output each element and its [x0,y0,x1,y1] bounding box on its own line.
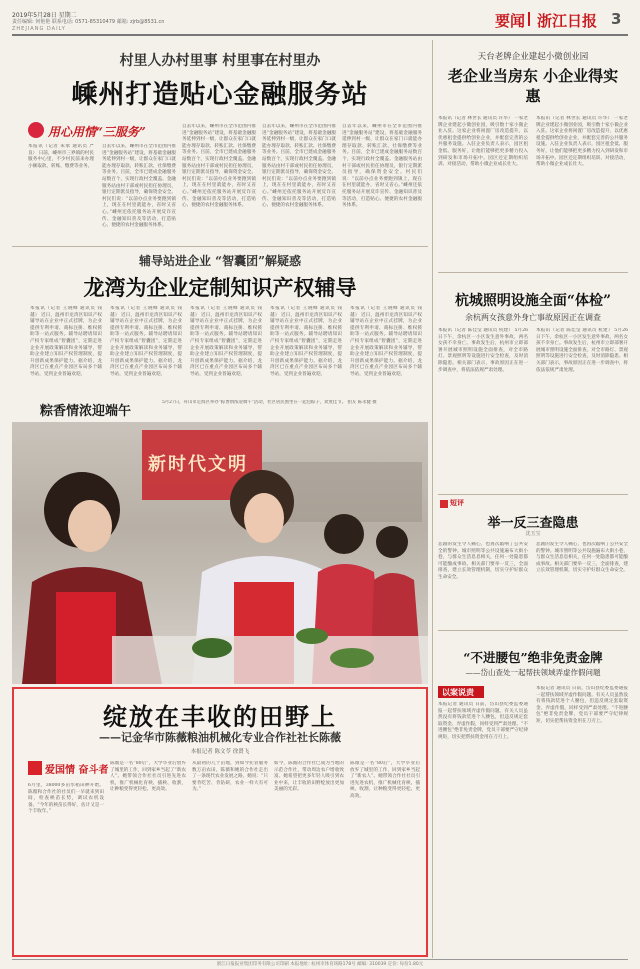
masthead-divider [528,12,530,26]
body-col-1: 本报讯（记者 陈佳莹 通讯员 杭建） 5月26日下午，余杭区一小区发生意外事故，两名女孩不幸身亡。事故发生后，杭州市立即部署开展城市照明设施全面排查，对全市路灯、景观照明等设施进行安全检查，及时消除隐患。相关部门表示，事故原因正在进一步调查中，将依法依规严肃处理。 [438,328,528,373]
subhead: ——岱山查处一起帮扶领域弄虚作假问题 [465,668,601,677]
date-line: 2019年5月28日 星期二 [12,12,77,19]
kicker: 辅导站进企业 “智囊团”解疑惑 [139,254,301,268]
article-hangzhou-lighting [438,276,628,496]
body-col-1: 本报讯（记者 林世长 通讯员 许华） 一家老牌企业建起小微创业园，吸引数十家小微企业入驻。这家企业将闲置厂房改造提升，以优惠租金提供给创业企业，并配套完善的公共服务设施。入驻企业负责人表示，园区租金低、服务好，让他们能够把更多精力投入到研发和市场开拓中。园区还定期组织培训、对接活动，帮助小微企业成长壮大。 [438,116,528,168]
headline: 龙湾为企业定制知识产权辅导 [83,275,357,300]
masthead [0,0,640,36]
feature-column-logo [28,759,109,779]
photo-title: 粽香情浓迎端午 [40,404,132,419]
feature-byline: 本报记者 陈文苓 徐贤飞 [190,749,250,755]
article-shengzhou [12,40,428,245]
header-rule [12,34,628,36]
commentary-label-text: 短评 [450,498,464,507]
headline: 杭城照明设施全面“体检” [454,293,612,309]
body-col-2: 本报讯（记者 王晓峰 通讯员 钱越） 近日，温州市龙湾区知识产权辅导站在企业中正式挂牌，为企业提供专利申请、商标注册、维权援助等一站式服务。辅导站聘请知识产权专家组成“智囊团”，定期走进企业开展政策解读和业务辅导，帮助企业建立知识产权管理制度，提升创新成果保护能力。据介绍，龙湾区已在重点产业园区布局多个辅导站，受到企业普遍欢迎。 [110,306,182,377]
kicker: 村里人办村里事 村里事在村里办 [119,53,321,69]
headline: “不进腰包”绝非免责金牌 [463,650,603,665]
author: 沈玉宝 [525,531,541,537]
case-label-text: 以案说责 [442,687,474,697]
feature-article [12,687,428,957]
feature-col-1: 6月里，38000多亩水稻田种开始。陈薇和合作社的社员们一早就来到田间，检查秧苗长势，调试农机设备。“今年的秧苗长得好，估计又是一个丰收年。” [28,783,104,815]
body-col-3: 本报讯（记者 王晓峰 通讯员 钱越） 近日，温州市龙湾区知识产权辅导站在企业中正式挂牌，为企业提供专利申请、商标注册、维权援助等一站式服务。辅导站聘请知识产权专家组成“智囊团”，定期走进企业开展政策解读和业务辅导，帮助企业建立知识产权管理制度，提升创新成果保护能力。据介绍，龙湾区已在重点产业园区布局多个辅导站，受到企业普遍欢迎。 [190,306,262,377]
kicker: 天台老牌企业建起小微创业园 [477,52,589,62]
body-col-5: 本报讯（记者 王晓峰 通讯员 钱越） 近日，温州市龙湾区知识产权辅导站在企业中正式挂牌，为企业提供专利申请、商标注册、维权援助等一站式服务。辅导站聘请知识产权专家组成“智囊团”，定期走进企业开展政策解读和业务辅导，帮助企业建立知识产权管理制度，提升创新成果保护能力。据介绍，龙湾区已在重点产业园区布局多个辅导站，受到企业普遍欢迎。 [350,306,422,377]
editors-line: 责任编辑: 何艳艳 联系电话: 0571-85310479 邮箱: zjrb@8531.cn [12,19,165,25]
divider [12,246,428,247]
divider [438,630,628,631]
article-tiantai [438,40,628,270]
feature-col-2: 陈薇是一名“80后”，大学毕业后放弃了城里的工作，回到家乡当起了“新农人”。她带领合作社社员引进先进农机，推广机械化育秧、插秧、收割，让种粮变得更轻松、更高效。 [110,761,186,793]
feature-column-logo-text: 爱国情 奋斗者 [45,765,109,776]
feature-headline: 绽放在丰收的田野上 [103,702,337,731]
headline: 举一反三查隐患 [487,516,579,531]
body-col-1: 悲剧的发生令人痛心，也再次敲响了公共安全的警钟。城市照明等公共设施遍布大街小巷，与群众生活息息相关，任何一处隐患都可能酿成事故。相关部门要举一反三，全面排查，建立长效管理机制，切实守护好群众生命安全。 [438,542,528,580]
star-icon [28,761,42,775]
article-daishan [438,634,628,954]
pen-icon [440,500,448,508]
headline: 嵊州打造贴心金融服务站 [71,80,369,110]
column-logo-text: 用心用情“三服务” [48,125,146,139]
body-col-4: 本报讯（记者 王晓峰 通讯员 钱越） 近日，温州市龙湾区知识产权辅导站在企业中正式挂牌，为企业提供专利申请、商标注册、维权援助等一站式服务。辅导站聘请知识产权专家组成“智囊团”，定期走进企业开展政策解读和业务辅导，帮助企业建立知识产权管理制度，提升创新成果保护能力。据介绍，龙湾区已在重点产业园区布局多个辅导站，受到企业普遍欢迎。 [270,306,342,377]
body-col-2: 自去年以来，嵊州市在全市范围内推进“金融服务站”建设，将基础金融服务延伸到村一级，让群众在家门口就能办理存取款、转账汇款、社保缴费等业务。目前，全市已建成金融服务站数百个，实现行政村全覆盖。金融服务站由村干部或村民担任协理员，银行定期派员指导，确保资金安全。村民们说：“以前办点业务要跑到镇上，现在在村里就能办，省时又省心。”嵊州还依托服务站开展反诈宣传、金融知识普及等活动，打造贴心、便捷的农村金融服务体系。 [182,124,256,209]
body-col-2: 本报记者 通讯员 日前，岱山县纪委监委通报一起帮扶领域弄虚作假问题。有关人员虽然没有将钱款装进个人腰包，但违反规定套取资金、弄虚作假，同样受到严肃处理。“不进腰包”绝非免责金牌，党员干部要严守纪律规矩，切实把帮扶资金用在刀刃上。 [536,686,628,724]
body-col-1: 本报讯（记者 王晓峰 通讯员 钱越） 近日，温州市龙湾区知识产权辅导站在企业中正式挂牌，为企业提供专利申请、商标注册、维权援助等一站式服务。辅导站聘请知识产权专家组成“智囊团”，定期走进企业开展政策解读和业务辅导，帮助企业建立知识产权管理制度，提升创新成果保护能力。据介绍，龙湾区已在重点产业园区布局多个辅导站，受到企业普遍欢迎。 [30,306,102,377]
footer-rule [12,959,628,960]
photo-zongzi [12,422,428,684]
banner-text: 新时代文明 [148,454,248,475]
photo-caption: 5月27日，舟山市定海区举办“粽香情浓迎端午”活动，社区居民围坐在一起包粽子，欢度佳节。 拍友 陈永健 摄 [162,400,377,405]
feature-col-5: 陈薇是一名“80后”，大学毕业后放弃了城里的工作，回到家乡当起了“新农人”。她带领合作社社员引进先进农机，推广机械化育秧、插秧、收割，让种粮变得更轻松、更高效。 [350,761,420,799]
body-col-4: 自去年以来，嵊州市在全市范围内推进“金融服务站”建设，将基础金融服务延伸到村一级，让群众在家门口就能办理存取款、转账汇款、社保缴费等业务。目前，全市已建成金融服务站数百个，实现行政村全覆盖。金融服务站由村干部或村民担任协理员，银行定期派员指导，确保资金安全。村民们说：“以前办点业务要跑到镇上，现在在村里就能办，省时又省心。”嵊州还依托服务站开展反诈宣传、金融知识普及等活动，打造贴心、便捷的农村金融服务体系。 [342,124,422,209]
edition-en: ZHEJIANG DAILY [12,26,66,32]
body-col-2: 本报讯（记者 林世长 通讯员 许华） 一家老牌企业建起小微创业园，吸引数十家小微企业入驻。这家企业将闲置厂房改造提升，以优惠租金提供给创业企业，并配套完善的公共服务设施。入驻企业负责人表示，园区租金低、服务好，让他们能够把更多精力投入到研发和市场开拓中。园区还定期组织培训、对接活动，帮助小微企业成长壮大。 [536,116,628,168]
divider [438,272,628,273]
subhead: 余杭两女孩意外身亡事故原因正在调查 [465,313,601,322]
commentary [438,496,628,628]
feature-col-3: 从最初的几十亩地，到如今托管服务数万亩农田，陈薇和她的合作社走出了一条现代农业发展之路。她说：“只要肯吃苦、肯钻研，农业一样大有可为。” [192,761,268,793]
paper-name: 浙江日报 [537,12,598,30]
body-col-1: 自去年以来，嵊州市在全市范围内推进“金融服务站”建设，将基础金融服务延伸到村一级，让群众在家门口就能办理存取款、转账汇款、社保缴费等业务。目前，全市已建成金融服务站数百个，实现行政村全覆盖。金融服务站由村干部或村民担任协理员，银行定期派员指导，确保资金安全。村民们说：“以前办点业务要跑到镇上，现在在村里就能办，省时又省心。”嵊州还依托服务站开展反诈宣传、金融知识普及等活动，打造贴心、便捷的农村金融服务体系。 [102,144,176,229]
page-number: 3 [611,10,622,28]
feature-subhead: ——记金华市陈薇粮油机械化专业合作社社长陈薇 [99,731,341,744]
footer-text: 浙江日报报业集团印务有限公司印刷 本报地址: 杭州市体育场路178号 邮编: 310039 定价: 每份1.80元 [216,962,424,967]
column-divider [432,40,433,958]
lead-text: 本报讯（记者 朱承 通讯员 严良） 日前，嵊州市三界镇的村民服务中心里，不少村民前来办理小额取款、转账、缴费等业务。 [28,144,94,169]
headline-line: 老企业当房东 小企业得实惠 [447,67,619,105]
body-col-3: 自去年以来，嵊州市在全市范围内推进“金融服务站”建设，将基础金融服务延伸到村一级，让群众在家门口就能办理存取款、转账汇款、社保缴费等业务。目前，全市已建成金融服务站数百个，实现行政村全覆盖。金融服务站由村干部或村民担任协理员，银行定期派员指导，确保资金安全。村民们说：“以前办点业务要跑到镇上，现在在村里就能办，省时又省心。”嵊州还依托服务站开展反诈宣传、金融知识普及等活动，打造贴心、便捷的农村金融服务体系。 [262,124,336,209]
body-col-1: 本报记者 通讯员 日前，岱山县纪委监委通报一起帮扶领域弄虚作假问题。有关人员虽然没有将钱款装进个人腰包，但违反规定套取资金、弄虚作假，同样受到严肃处理。“不进腰包”绝非免责金牌，党员干部要严守纪律规矩，切实把帮扶资金用在刀刃上。 [438,702,528,740]
article-longwan [12,250,428,390]
section-label: 要闻 [495,12,526,30]
heart-icon [28,122,44,138]
body-col-2: 悲剧的发生令人痛心，也再次敲响了公共安全的警钟。城市照明等公共设施遍布大街小巷，与群众生活息息相关，任何一处隐患都可能酿成事故。相关部门要举一反三，全面排查，建立长效管理机制，切实守护好群众生命安全。 [536,542,628,574]
body-col-2: 本报讯（记者 陈佳莹 通讯员 杭建） 5月26日下午，余杭区一小区发生意外事故，两名女孩不幸身亡。事故发生后，杭州市立即部署开展城市照明设施全面排查，对全市路灯、景观照明等设施进行安全检查，及时消除隐患。相关部门表示，事故原因正在进一步调查中，将依法依规严肃处理。 [536,328,628,373]
photo-section [12,394,428,684]
feature-col-4: 如今，陈薇的合作社已成为当地的示范合作社，带动周边农户增收致富。她希望把更多年轻人吸引到农业中来，让丰收的田野绽放出更加美丽的光彩。 [274,761,344,793]
divider [438,494,628,495]
